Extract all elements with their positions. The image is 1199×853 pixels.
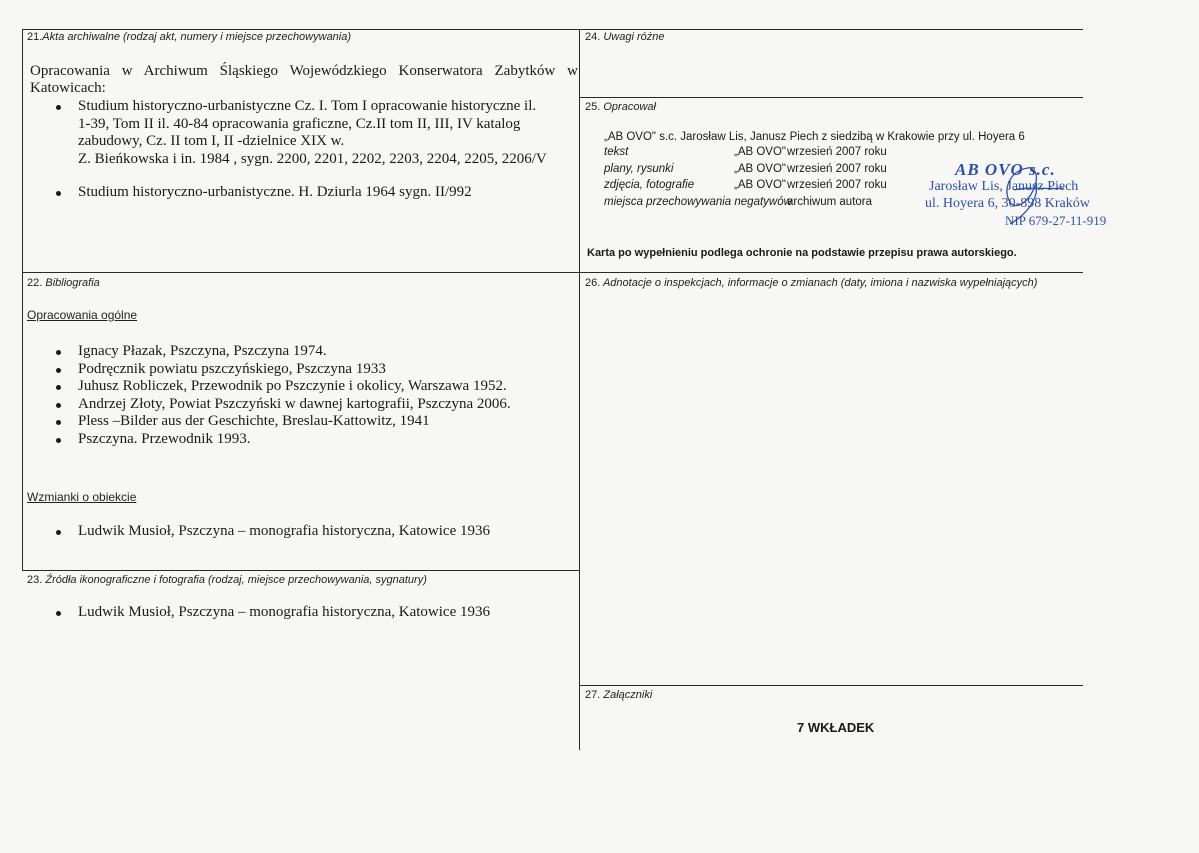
section-27-label: 27. Załączniki (585, 689, 653, 701)
section-21-intro: Opracowania w Archiwum Śląskiego Wojewódzkiego Konserwatora Zabytków w Katowicach: (30, 63, 578, 96)
section-25-label: 25. Opracował (585, 101, 656, 113)
company-stamp (925, 160, 1120, 230)
list-item: Studium historyczno-urbanistyczne. H. Dziurla 1964 sygn. II/992 (30, 184, 590, 202)
author-row-label: zdjęcia, fotografie (604, 179, 695, 191)
list-item: Juhusz Robliczek, Przewodnik po Pszczynie i okolicy, Warszawa 1952. (30, 378, 580, 396)
author-row-label: tekst (604, 146, 629, 158)
list-item: Podręcznik powiatu pszczyńskiego, Pszczyna 1933 (30, 361, 580, 379)
top-rule (22, 29, 1083, 30)
author-row-date: wrzesień 2007 roku (787, 163, 887, 175)
author-row-who: „AB OVO" (734, 179, 787, 191)
author-row-who: „AB OVO" (734, 146, 787, 158)
author-row-label: miejsca przechowywania negatywów (604, 196, 792, 208)
author-row-date: wrzesień 2007 roku (787, 146, 887, 158)
author-company: „AB OVO" s.c. Jarosław Lis, Janusz Piech z siedzibą w Krakowie przy ul. Hoyera 6 (604, 131, 1025, 143)
section-23-label: 23. Źródła ikonograficzne i fotografia (rodzaj, miejsce przechowywania, sygnatury) (27, 574, 427, 586)
author-row-date: wrzesień 2007 roku (787, 179, 887, 191)
stamp-line-3: ul. Hoyera 6, 30-898 Kraków (925, 196, 1090, 211)
section-24-label: 24. Uwagi różne (585, 31, 665, 43)
section-21-label: 21.Akta archiwalne (rodzaj akt, numery i miejsce przechowywania) (27, 31, 352, 43)
section-26-label: 26. Adnotacje o inspekcjach, informacje o zmianach (daty, imiona i nazwiska wypełniających) (585, 277, 1038, 289)
list-item: Ignacy Płazak, Pszczyna, Pszczyna 1974. (30, 343, 580, 361)
iconography-list (30, 604, 580, 622)
copyright-notice: Karta po wypełnieniu podlega ochronie na podstawie przepisu prawa autorskiego. (587, 247, 1017, 259)
stamp-line-2: Jarosław Lis, Janusz Piech (929, 179, 1079, 194)
subheading-general: Opracowania ogólne (27, 308, 138, 322)
author-row-label: plany, rysunki (604, 163, 674, 175)
list-item: Pless –Bilder aus der Geschichte, Breslau-Kattowitz, 1941 (30, 413, 580, 431)
subheading-mentions: Wzmianki o obiekcie (27, 490, 137, 504)
section-22-label: 22. Bibliografia (27, 277, 100, 289)
bibliography-general-list (30, 343, 580, 448)
author-row-who: „AB OVO" (734, 163, 787, 175)
stamp-line-1: AB OVO s.c. (955, 160, 1056, 179)
rule-24-25 (579, 97, 1083, 98)
section-21-list (30, 98, 590, 202)
rule-row-22 (22, 272, 1083, 273)
left-margin (22, 29, 23, 570)
rule-27 (579, 685, 1083, 686)
list-item: Pszczyna. Przewodnik 1993. (30, 431, 580, 449)
rule-23 (22, 570, 580, 571)
list-item: Studium historyczno-urbanistyczne Cz. I. Tom I opracowanie historyczne il. 1-39, Tom II il. 40-84 opracowania graficzne, Cz.II tom II, III, IV katalog zabudowy, Cz. II tom I, II -dzielnice XIX w. Z. Bieńkowska i in. 1984 , sygn. 2200, 2201, 2202, 2203, 2204, 2205, 2206/V (30, 98, 590, 168)
attachments-value: 7 WKŁADEK (797, 720, 875, 735)
bibliography-mentions-list (30, 523, 580, 541)
author-row-value: archiwum autora (787, 196, 873, 208)
signature-icon (980, 160, 1070, 230)
stamp-line-4: NIP 679-27-11-919 (1005, 213, 1107, 228)
list-item: Ludwik Musioł, Pszczyna – monografia historyczna, Katowice 1936 (30, 604, 580, 622)
list-item: Andrzej Złoty, Powiat Pszczyński w dawnej kartografii, Pszczyna 2006. (30, 396, 580, 414)
list-item: Ludwik Musioł, Pszczyna – monografia historyczna, Katowice 1936 (30, 523, 580, 541)
